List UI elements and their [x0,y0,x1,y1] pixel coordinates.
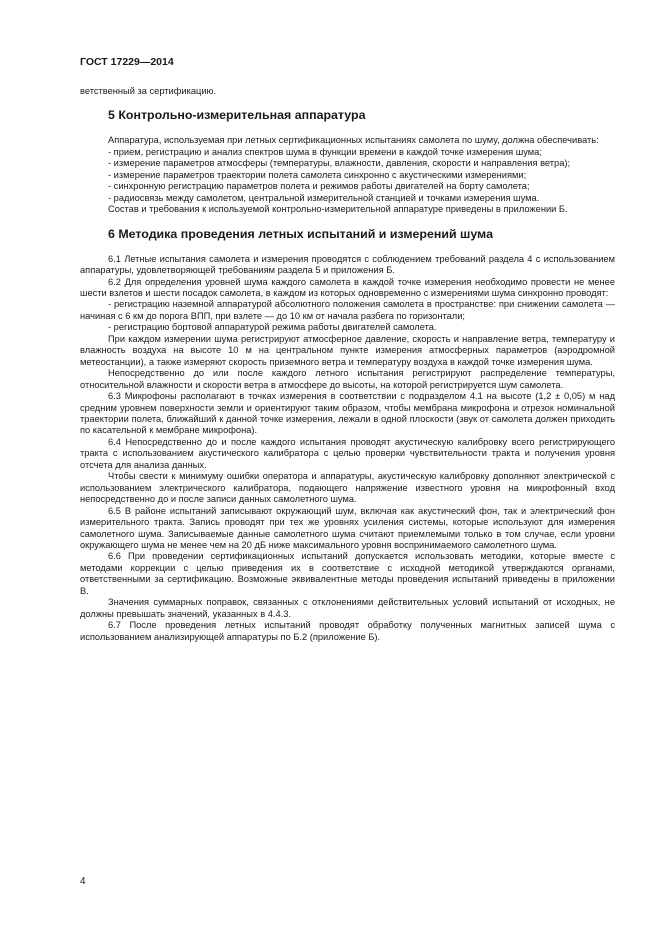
s6-paragraph-6-5: 6.5 В районе испытаний записывают окружающий шум, включая как акустический фон, так и электрический фон измерительного тракта. Запись проводят при тех же уровнях усиления системы, которые используют для измерения самолетного шума. Записываемые данные самолетного шума считают приемлемыми только в том случае, если уровни окружающего шума не менее чем на 20 дБ ниже максимального уровня воспринимаемого самолетного шума. [80,505,615,550]
document-header: ГОСТ 17229—2014 [80,56,174,68]
s6-paragraph-6-3: 6.3 Микрофоны располагают в точках измерения в соответствии с подразделом 4.1 на высоте (1,2 ± 0,05) м над средним уровнем поверхности земли и ориентируют таким образом, чтобы мембрана микрофона и отрезок номинальной траектории полета, ближайший к данной точке измерения, лежали в одной плоскости (звук от самолета должен приходить по касательной к мембране микрофона). [80,391,615,436]
s6-list-item: - регистрацию наземной аппаратурой абсолютного положения самолета в пространстве: при снижении самолета — начиная с 6 км до порога ВПП, при взлете — до 10 км от начала разбега по горизонтали; [80,299,615,321]
s5-list-item: - прием, регистрацию и анализ спектров шума в функции времени в каждой точке измерения шума; [108,146,542,157]
s5-list-item: - радиосвязь между самолетом, центральной измерительной станцией и точками измерения шума. [108,192,540,203]
s5-list-item: - измерение параметров траектории полета самолета синхронно с акустическими измерениями; [108,169,527,180]
s6-paragraph: Значения суммарных поправок, связанных с отклонениями действительных условий испытаний от исходных, не должны превышать значений, указанных в 4.4.3. [80,597,615,619]
document-page [80,56,615,643]
section-5-title: 5 Контрольно-измерительная аппаратура [108,108,366,123]
s5-paragraph: Состав и требования к используемой контрольно-измерительной аппаратуре приведены в приложении Б. [108,204,568,215]
section-6-title: 6 Методика проведения летных испытаний и измерений шума [108,226,493,241]
s6-paragraph: При каждом измерении шума регистрируют атмосферное давление, скорость и направление ветра, температуру и влажность воздуха на высоте 10 м на центральном пункте измерения атмосферных параметров (аэродромной метеостанции), а также измеряют скорость приземного ветра и температуру воздуха в каждой точке измерения шума. [80,333,615,367]
s6-paragraph: Чтобы свести к минимуму ошибки оператора и аппаратуры, акустическую калибровку дополняют электрической с использованием электрического калибратора, подающего напряжение известного уровня на микрофонный вход непосредственно до и после записи данных самолетного шума. [80,471,615,505]
s6-paragraph: Непосредственно до или после каждого летного испытания регистрируют распределение температуры, относительной влажности и скорости ветра в атмосфере до высоты, на которой регистрируется шум самолета. [80,368,615,390]
s6-paragraph-6-1: 6.1 Летные испытания самолета и измерения проводятся с соблюдением требований раздела 4 с использованием аппаратуры, удовлетворяющей требованиям раздела 5 и приложения Б. [80,253,615,276]
s6-paragraph-6-7: 6.7 После проведения летных испытаний проводят обработку полученных магнитных записей шума с использованием анализирующей аппаратуры по Б.2 (приложение Б). [80,620,615,642]
s6-paragraph-6-4: 6.4 Непосредственно до и после каждого испытания проводят акустическую калибровку всего регистрирующего тракта с использованием акустического калибратора с целью проверки чувствительности тракта и получения уровня отсчета для анализа данных. [80,436,615,470]
s5-list-item: - измерение параметров атмосферы (температуры, влажности, давления, скорости и направления ветра); [108,158,571,169]
s5-paragraph: Аппаратура, используемая при летных сертификационных испытаниях самолета по шуму, должна обеспечивать: [108,135,599,146]
s6-paragraph-6-2: 6.2 Для определения уровней шума каждого самолета в каждой точке измерения необходимо провести не менее шести взлетов и шести посадок самолета, в каждом из которых одновременно с измерениями шума синхронно проводят: [80,276,615,298]
s6-list-item: - регистрацию бортовой аппаратурой режима работы двигателей самолета. [108,322,437,333]
s5-list-item: - синхронную регистрацию параметров полета и режимов работы двигателей на борту самолета; [108,181,530,192]
s6-paragraph-6-6: 6.6 При проведении сертификационных испытаний допускается использовать методики, которые вместе с методами коррекции с целью приведения их в соответствие с исходной методикой утверждаются органами, ответственными за сертификацию. Возможные эквивалентные методы проведения испытаний приведены в приложении В. [80,551,615,596]
page-number: 4 [80,876,86,887]
intro-line: ветственный за сертификацию. [80,86,217,96]
